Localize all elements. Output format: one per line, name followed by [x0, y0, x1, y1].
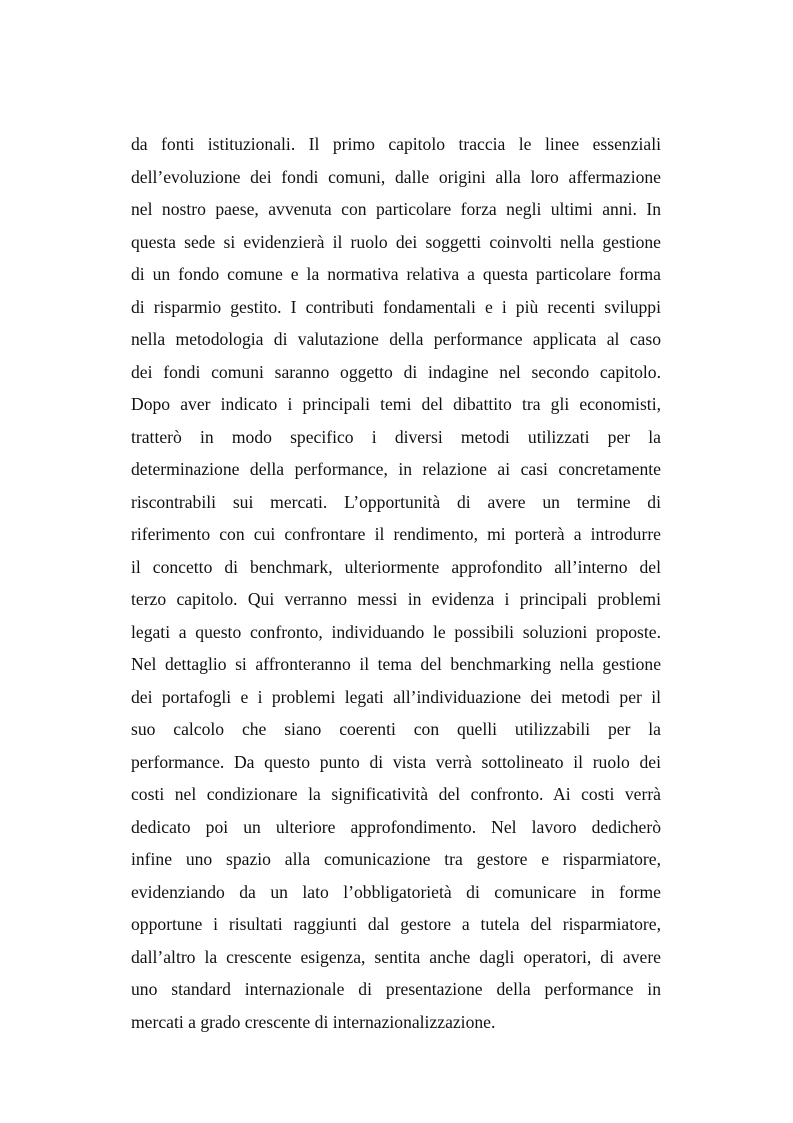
text-line: Dopo aver indicato i principali temi del dibattito tra gli economisti, [131, 394, 661, 414]
body-paragraph [131, 128, 661, 1038]
text-line: riscontrabili sui mercati. L’opportunità di avere un termine di [131, 491, 661, 512]
text-line: determinazione della performance, in relazione ai casi concretamente [131, 459, 661, 479]
text-line: di risparmio gestito. I contributi fondamentali e i più recenti sviluppi [131, 296, 661, 317]
text-line: legati a questo confronto, individuando le possibili soluzioni proposte. [131, 621, 661, 642]
text-line: nel nostro paese, avvenuta con particolare forza negli ultimi anni. In [131, 199, 661, 219]
text-line: Nel dettaglio si affronteranno il tema del benchmarking nella gestione [131, 654, 661, 674]
text-line: tratterò in modo specifico i diversi metodi utilizzati per la [131, 426, 661, 447]
text-line: performance. Da questo punto di vista verrà sottolineato il ruolo dei [131, 751, 661, 772]
text-line: riferimento con cui confrontare il rendimento, mi porterà a introdurre [131, 524, 661, 544]
text-line: dei fondi comuni saranno oggetto di indagine nel secondo capitolo. [131, 361, 661, 382]
text-line: terzo capitolo. Qui verranno messi in evidenza i principali problemi [131, 589, 661, 609]
text-line: infine uno spazio alla comunicazione tra gestore e risparmiatore, [131, 849, 661, 869]
text-line: questa sede si evidenzierà il ruolo dei soggetti coinvolti nella gestione [131, 231, 661, 252]
text-line: costi nel condizionare la significatività del confronto. Ai costi verrà [131, 784, 661, 804]
text-line: dei portafogli e i problemi legati all’individuazione dei metodi per il [131, 686, 661, 707]
text-line: dedicato poi un ulteriore approfondimento. Nel lavoro dedicherò [131, 816, 661, 837]
text-line: dell’evoluzione dei fondi comuni, dalle origini alla loro affermazione [131, 166, 661, 187]
text-line: opportune i risultati raggiunti dal gestore a tutela del risparmiatore, [131, 914, 661, 934]
text-line: dall’altro la crescente esigenza, sentita anche dagli operatori, di avere [131, 946, 661, 967]
text-line: nella metodologia di valutazione della performance applicata al caso [131, 329, 661, 349]
text-line: suo calcolo che siano coerenti con quelli utilizzabili per la [131, 719, 661, 739]
text-line: evidenziando da un lato l’obbligatorietà di comunicare in forme [131, 881, 661, 902]
text-line: uno standard internazionale di presentazione della performance in [131, 979, 661, 999]
text-line: mercati a grado crescente di internazionalizzazione. [131, 1011, 496, 1032]
text-line: di un fondo comune e la normativa relativa a questa particolare forma [131, 264, 661, 284]
text-line: il concetto di benchmark, ulteriormente approfondito all’interno del [131, 556, 661, 577]
text-line: da fonti istituzionali. Il primo capitolo traccia le linee essenziali [131, 134, 661, 154]
